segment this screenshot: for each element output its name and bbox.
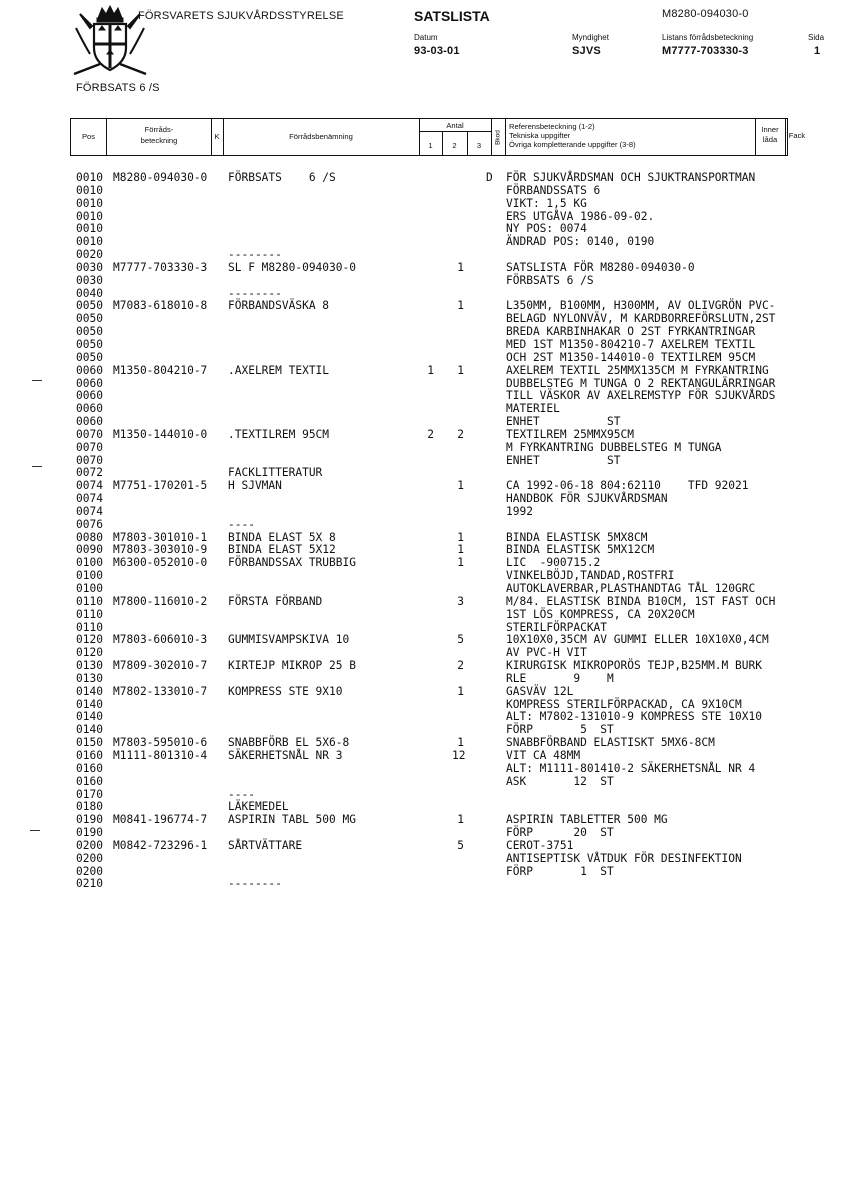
row-stock-number: M0841-196774-7 <box>113 813 208 827</box>
row-pos: 0070 <box>76 440 103 454</box>
row-pos: 0100 <box>76 582 103 595</box>
row-reference-text: BREDA KARBINHAKAR O 2ST FYRKANTRINGAR <box>506 325 756 339</box>
row-stock-number: M7800-116010-2 <box>113 594 208 608</box>
table-row <box>76 596 816 609</box>
list-id-value: M7777-703330-3 <box>662 45 749 57</box>
row-pos: 0210 <box>76 877 103 891</box>
row-item-name: .TEXTILREM 95CM <box>228 427 330 441</box>
page-label: Sida <box>808 33 825 42</box>
row-reference-text: STERILFÖRPACKAT <box>506 620 608 634</box>
row-count-2: 1 <box>457 556 464 570</box>
row-reference-text: RLE 9 M <box>506 671 614 685</box>
row-reference-text: DUBBELSTEG M TUNGA O 2 REKTANGULÄRRINGAR <box>506 376 776 390</box>
row-stock-number: M7803-595010-6 <box>113 736 208 750</box>
row-reference-text: 10X10X0,35CM AV GUMMI ELLER 10X10X0,4CM <box>506 633 769 647</box>
row-item-name: -------- <box>228 877 282 891</box>
row-stock-number: M1350-804210-7 <box>113 363 208 377</box>
row-item-name: ---- <box>228 787 255 801</box>
document-title: SATSLISTA <box>414 8 490 24</box>
row-item-name: SL F M8280-094030-0 <box>228 260 356 274</box>
table-row <box>76 634 816 647</box>
row-reference-text: FÖRP 1 ST <box>506 864 614 878</box>
row-count-2: 1 <box>457 543 464 557</box>
col-pos: Pos <box>81 132 96 141</box>
table-row <box>76 660 816 673</box>
document-number: M8280-094030-0 <box>662 8 749 20</box>
row-item-name: ---- <box>228 517 255 531</box>
margin-mark <box>32 466 42 467</box>
col-ref-2: Tekniska uppgifter <box>509 131 571 140</box>
table-row <box>76 814 816 827</box>
row-reference-text: M FYRKANTRING DUBBELSTEG M TUNGA <box>506 440 722 454</box>
row-pos: 0100 <box>76 569 103 583</box>
row-count-1: 1 <box>427 363 434 377</box>
row-reference-text: ERS UTGÅVA 1986-09-02. <box>506 209 655 223</box>
table-row <box>76 455 816 468</box>
table-row <box>76 853 816 866</box>
table-row <box>76 339 816 352</box>
table-row <box>76 236 816 249</box>
row-reference-text: VIT CA 48MM <box>506 748 581 762</box>
row-item-name: -------- <box>228 248 282 262</box>
row-reference-text: MATERIEL <box>506 402 560 416</box>
row-pos: 0200 <box>76 864 103 878</box>
row-pos: 0010 <box>76 222 103 236</box>
table-row <box>76 583 816 596</box>
row-item-name: FÖRBSATS 6 /S <box>228 171 336 184</box>
row-item-name: H SJVMAN <box>228 479 282 493</box>
table-row <box>76 776 816 789</box>
table-row <box>76 750 816 763</box>
row-pos: 0060 <box>76 363 103 377</box>
col-count: Antal <box>446 121 464 130</box>
row-reference-text: VINKELBÖJD,TANDAD,ROSTFRI <box>506 569 675 583</box>
row-reference-text: L350MM, B100MM, H300MM, AV OLIVGRÖN PVC- <box>506 299 776 313</box>
col-fack: Fack <box>788 131 806 140</box>
table-row <box>76 223 816 236</box>
col-name: Förrådsbenämning <box>289 132 353 141</box>
row-reference-text: BINDA ELASTISK 5MX8CM <box>506 530 648 544</box>
page-number: 1 <box>814 45 821 57</box>
row-pos: 0200 <box>76 838 103 852</box>
row-count-2: 5 <box>457 838 464 852</box>
row-item-name: LÄKEMEDEL <box>228 800 289 814</box>
table-row <box>76 352 816 365</box>
row-reference-text: BINDA ELASTISK 5MX12CM <box>506 543 655 557</box>
row-reference-text: SNABBFÖRBAND ELASTISKT 5MX6-8CM <box>506 736 715 750</box>
table-row <box>76 557 816 570</box>
column-header <box>70 118 806 156</box>
row-pos: 0010 <box>76 209 103 223</box>
table-row <box>76 262 816 275</box>
row-reference-text: TILL VÄSKOR AV AXELREMSTYP FÖR SJUKVÅRDS <box>506 389 776 403</box>
row-pos: 0050 <box>76 350 103 364</box>
row-reference-text: AUTOKLAVERBAR,PLASTHANDTAG TÅL 120GRC <box>506 582 756 595</box>
row-stock-number: M7751-170201-5 <box>113 479 208 493</box>
row-reference-text: VIKT: 1,5 KG <box>506 196 587 210</box>
row-reference-text: FÖRP 20 ST <box>506 826 614 840</box>
row-count-2: 1 <box>457 479 464 493</box>
row-reference-text: CA 1992-06-18 804:62110 TFD 92021 <box>506 479 749 493</box>
row-count-2: 1 <box>457 736 464 750</box>
row-stock-number: M1111-801310-4 <box>113 748 208 762</box>
table-row <box>76 686 816 699</box>
col-count-3: 3 <box>476 141 482 150</box>
row-stock-number: M6300-052010-0 <box>113 556 208 570</box>
row-pos: 0050 <box>76 325 103 339</box>
table-row <box>76 878 816 891</box>
col-k: K <box>214 132 220 141</box>
row-pos: 0050 <box>76 337 103 351</box>
row-pos: 0010 <box>76 171 103 184</box>
row-pos: 0110 <box>76 594 103 608</box>
organization-name: FÖRSVARETS SJUKVÅRDSSTYRELSE <box>138 10 344 22</box>
row-reference-text: NY POS: 0074 <box>506 222 587 236</box>
list-id-label: Listans förrådsbeteckning <box>662 33 754 42</box>
table-row <box>76 172 816 185</box>
row-pos: 0076 <box>76 517 103 531</box>
row-count-2: 5 <box>457 633 464 647</box>
row-reference-text: FÖRP 5 ST <box>506 723 614 737</box>
row-pos: 0090 <box>76 543 103 557</box>
table-row <box>76 480 816 493</box>
row-pos: 0100 <box>76 556 103 570</box>
authority-label: Myndighet <box>572 33 609 42</box>
row-pos: 0120 <box>76 633 103 647</box>
row-reference-text: MED 1ST M1350-804210-7 AXELREM TEXTIL <box>506 337 756 351</box>
row-reference-text: ÄNDRAD POS: 0140, 0190 <box>506 235 655 249</box>
row-reference-text: OCH 2ST M1350-144010-0 TEXTILREM 95CM <box>506 350 756 364</box>
row-pos: 0110 <box>76 620 103 634</box>
col-ref-1: Referensbeteckning (1-2) <box>509 122 595 131</box>
row-pos: 0120 <box>76 646 103 660</box>
date-label: Datum <box>414 33 438 42</box>
table-row <box>76 365 816 378</box>
row-stock-number: M1350-144010-0 <box>113 427 208 441</box>
row-count-2: 3 <box>457 594 464 608</box>
row-reference-text: TEXTILREM 25MMX95CM <box>506 427 634 441</box>
row-reference-text: ENHET ST <box>506 453 621 467</box>
col-ref-3: Övriga kompletterande uppgifter (3-8) <box>509 140 636 149</box>
row-stock-number: M7803-606010-3 <box>113 633 208 647</box>
row-pos: 0160 <box>76 761 103 775</box>
row-reference-text: ASPIRIN TABLETTER 500 MG <box>506 813 668 827</box>
row-pos: 0150 <box>76 736 103 750</box>
table-row <box>76 416 816 429</box>
row-pos: 0170 <box>76 787 103 801</box>
table-row <box>76 789 816 802</box>
row-item-name: SÅRTVÄTTARE <box>228 838 303 852</box>
row-pos: 0140 <box>76 697 103 711</box>
col-stock-id-2: beteckning <box>140 136 178 145</box>
date-value: 93-03-01 <box>414 45 460 57</box>
row-pos: 0030 <box>76 273 103 287</box>
row-item-name: FÖRBANDSVÄSKA 8 <box>228 299 330 313</box>
row-pos: 0030 <box>76 260 103 274</box>
table-row <box>76 493 816 506</box>
row-reference-text: ALT: M1111-801410-2 SÄKERHETSNÅL NR 4 <box>506 761 756 775</box>
col-inner-2: låda <box>762 135 778 144</box>
row-pos: 0180 <box>76 800 103 814</box>
row-stock-number: M7777-703330-3 <box>113 260 208 274</box>
row-reference-text: AV PVC-H VIT <box>506 646 587 660</box>
row-pos: 0010 <box>76 183 103 197</box>
row-pos: 0040 <box>76 286 103 300</box>
row-pos: 0074 <box>76 504 103 518</box>
col-bkod: Bkod <box>494 130 502 145</box>
table-row <box>76 609 816 622</box>
table-row <box>76 711 816 724</box>
row-reference-text: 1ST LÖS KOMPRESS, CA 20X20CM <box>506 607 695 621</box>
row-item-name: .AXELREM TEXTIL <box>228 363 330 377</box>
row-item-name: -------- <box>228 286 282 300</box>
table-row <box>76 185 816 198</box>
table-row <box>76 211 816 224</box>
col-stock-id-1: Förråds- <box>144 125 174 134</box>
row-item-name: BINDA ELAST 5X 8 <box>228 530 336 544</box>
row-reference-text: ANTISEPTISK VÅTDUK FÖR DESINFEKTION <box>506 851 742 865</box>
row-item-name: ASPIRIN TABL 500 MG <box>228 813 356 827</box>
table-row <box>76 390 816 403</box>
table-row <box>76 519 816 532</box>
row-reference-text: KIRURGISK MIKROPORÖS TEJP,B25MM.M BURK <box>506 659 762 673</box>
row-pos: 0130 <box>76 659 103 673</box>
row-pos: 0010 <box>76 235 103 249</box>
set-title: FÖRBSATS 6 /S <box>76 82 160 94</box>
row-stock-number: M7809-302010-7 <box>113 659 208 673</box>
row-reference-text: FÖRBSATS 6 /S <box>506 273 594 287</box>
row-pos: 0060 <box>76 376 103 390</box>
table-row <box>76 827 816 840</box>
col-count-1: 1 <box>428 141 433 150</box>
row-count-2: 1 <box>457 299 464 313</box>
row-pos: 0070 <box>76 453 103 467</box>
row-item-name: GUMMISVAMPSKIVA 10 <box>228 633 350 647</box>
row-stock-number: M7803-303010-9 <box>113 543 208 557</box>
row-count-2: 1 <box>457 813 464 827</box>
table-row <box>76 673 816 686</box>
row-reference-text: FÖRBANDSSATS 6 <box>506 183 601 197</box>
row-pos: 0140 <box>76 684 103 698</box>
row-count-2: 1 <box>457 530 464 544</box>
row-stock-number: M7803-301010-1 <box>113 530 208 544</box>
row-pos: 0160 <box>76 748 103 762</box>
row-pos: 0070 <box>76 427 103 441</box>
row-count-2: 1 <box>457 260 464 274</box>
row-pos: 0080 <box>76 530 103 544</box>
row-item-name: FACKLITTERATUR <box>228 466 323 480</box>
row-pos: 0060 <box>76 415 103 429</box>
table-row <box>76 403 816 416</box>
table-row <box>76 763 816 776</box>
row-reference-text: CEROT-3751 <box>506 838 574 852</box>
table-row <box>76 442 816 455</box>
row-reference-text: HANDBOK FÖR SJUKVÅRDSMAN <box>506 492 668 506</box>
row-pos: 0200 <box>76 851 103 865</box>
row-reference-text: ENHET ST <box>506 415 621 429</box>
row-reference-text: 1992 <box>506 504 533 518</box>
row-pos: 0060 <box>76 402 103 416</box>
table-row <box>76 866 816 879</box>
row-count-1: 2 <box>427 427 434 441</box>
row-item-name: FÖRBANDSSAX TRUBBIG <box>228 556 356 570</box>
row-reference-text: FÖR SJUKVÅRDSMAN OCH SJUKTRANSPORTMAN <box>506 171 756 184</box>
row-reference-text: SATSLISTA FÖR M8280-094030-0 <box>506 260 695 274</box>
table-row <box>76 429 816 442</box>
col-inner-1: Inner <box>761 125 779 134</box>
row-item-name: BINDA ELAST 5X12 <box>228 543 336 557</box>
row-pos: 0130 <box>76 671 103 685</box>
row-item-name: SNABBFÖRB EL 5X6-8 <box>228 736 350 750</box>
row-pos: 0140 <box>76 710 103 724</box>
row-pos: 0010 <box>76 196 103 210</box>
row-pos: 0020 <box>76 248 103 262</box>
row-count-2: 2 <box>457 659 464 673</box>
row-reference-text: AXELREM TEXTIL 25MMX135CM M FYRKANTRING <box>506 363 769 377</box>
row-count-2: 1 <box>457 684 464 698</box>
item-list <box>76 172 816 891</box>
row-pos: 0074 <box>76 479 103 493</box>
row-pos: 0140 <box>76 723 103 737</box>
row-reference-text: ASK 12 ST <box>506 774 614 788</box>
margin-mark <box>32 380 42 381</box>
margin-mark <box>30 830 40 831</box>
row-bkod: D <box>486 171 493 184</box>
row-stock-number: M7083-618010-8 <box>113 299 208 313</box>
row-item-name: SÄKERHETSNÅL NR 3 <box>228 748 343 762</box>
row-reference-text: LIC -900715.2 <box>506 556 601 570</box>
row-pos: 0074 <box>76 492 103 506</box>
row-reference-text: BELAGD NYLONVÄV, M KARDBORREFÖRSLUTN,2ST <box>506 312 776 326</box>
row-pos: 0050 <box>76 312 103 326</box>
row-pos: 0190 <box>76 813 103 827</box>
col-count-2: 2 <box>452 141 457 150</box>
table-row <box>76 506 816 519</box>
row-count-2: 1 <box>457 363 464 377</box>
row-pos: 0060 <box>76 389 103 403</box>
row-stock-number: M8280-094030-0 <box>113 171 208 184</box>
row-reference-text: GASVÄV 12L <box>506 684 574 698</box>
row-item-name: FÖRSTA FÖRBAND <box>228 594 323 608</box>
row-count-2: 12 <box>452 748 466 762</box>
row-stock-number: M0842-723296-1 <box>113 838 208 852</box>
table-row <box>76 840 816 853</box>
row-pos: 0050 <box>76 299 103 313</box>
table-row <box>76 198 816 211</box>
row-reference-text: M/84. ELASTISK BINDA B10CM, 1ST FAST OCH <box>506 594 776 608</box>
row-stock-number: M7802-133010-7 <box>113 684 208 698</box>
table-row <box>76 275 816 288</box>
table-row <box>76 249 816 262</box>
row-count-2: 2 <box>457 427 464 441</box>
row-pos: 0110 <box>76 607 103 621</box>
row-reference-text: KOMPRESS STERILFÖRPACKAD, CA 9X10CM <box>506 697 742 711</box>
row-pos: 0072 <box>76 466 103 480</box>
authority-value: SJVS <box>572 45 601 57</box>
row-reference-text: ALT: M7802-131010-9 KOMPRESS STE 10X10 <box>506 710 762 724</box>
row-item-name: KIRTEJP MIKROP 25 B <box>228 659 356 673</box>
row-pos: 0160 <box>76 774 103 788</box>
row-item-name: KOMPRESS STE 9X10 <box>228 684 343 698</box>
row-pos: 0190 <box>76 826 103 840</box>
